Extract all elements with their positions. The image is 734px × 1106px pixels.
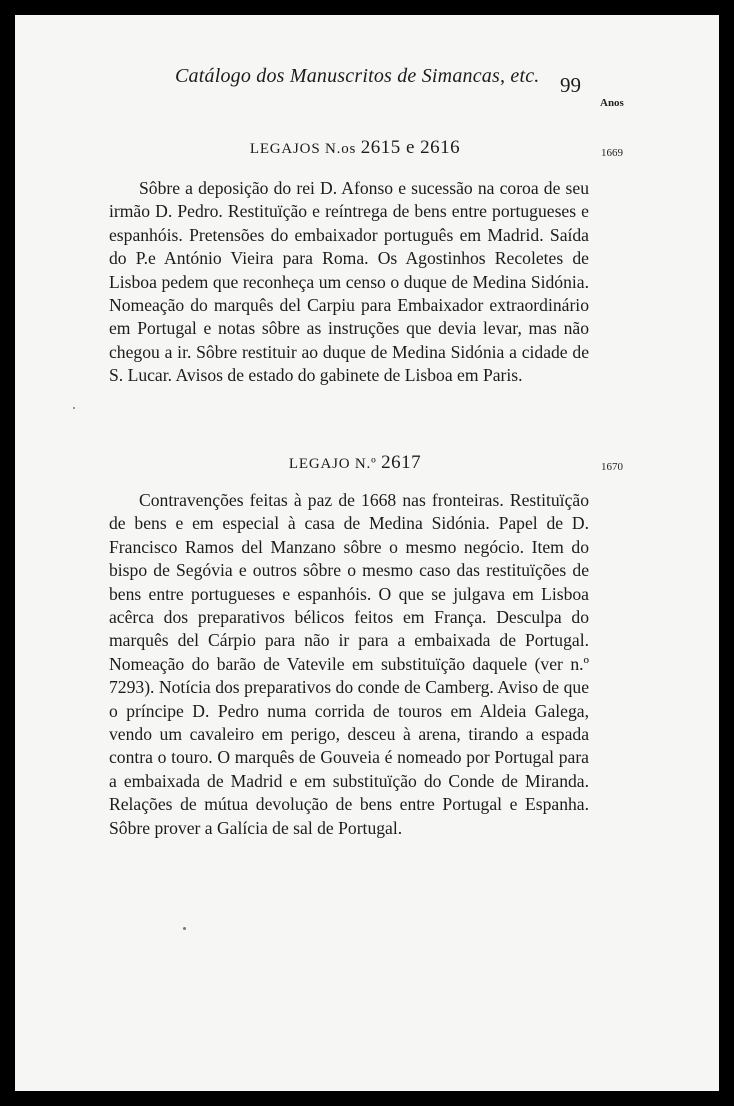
entry-heading-number: 2617 [381, 452, 422, 473]
entry-heading-2 [110, 452, 600, 474]
entry-paragraph-1: Sôbre a deposição do rei D. Afonso e sucessão na coroa de seu irmão D. Pedro. Restituïção e reíntrega de bens entre portugueses e espanhóis. Pretensões do embaixador português em Madrid. Saída do P.e António Vieira para Roma. Os Agostinhos Recoletes de Lisboa pedem que reconheça um censo o duque de Medina Sidónia. Nomeação do marquês del Carpiu para Embaixador extraordinário em Portugal e notas sôbre as instruções que devia levar, mas não chegou a ir. Sôbre restituir ao duque de Medina Sidónia a cidade de S. Lucar. Avisos de estado do gabinete de Lisboa em Paris. [109, 178, 589, 386]
entry-heading-number: 2615 e 2616 [360, 137, 461, 158]
scan-speck [183, 927, 186, 930]
margin-year-1: 1669 [601, 147, 623, 159]
entry-heading-prefix: LEGAJO N.º [288, 456, 377, 472]
margin-year-2: 1670 [601, 461, 623, 473]
entry-heading-prefix: LEGAJOS N.os [249, 141, 357, 157]
margin-label-years: Anos [600, 97, 624, 109]
entry-heading-1 [110, 137, 600, 159]
entry-paragraph-2: Contravenções feitas à paz de 1668 nas fronteiras. Restituïção de bens e em especial à casa de Medina Sidónia. Papel de D. Francisco Ramos del Manzano sôbre o mesmo negócio. Item do bispo de Segóvia e outros sôbre o mesmo caso das restituïções de bens entre portugueses e espanhóis. O que se julgava em Lisboa acêrca dos preparativos bélicos feitos em França. Desculpa do marquês del Cárpio para não ir para a embaixada de Portugal. Nomeação do barão de Vatevile em substituïção daquele (ver n.º 7293). Notícia dos preparativos do conde de Camberg. Aviso de que o príncipe D. Pedro numa corrida de touros em Aldeia Galega, vendo um cavaleiro em perigo, desceu à arena, tirando a espada contra o touro. O marquês de Gouveia é nomeado por Portugal para a embaixada de Madrid e em substituïção do Conde de Miranda. Relações de mútua devolução de bens entre Portugal e Espanha. Sôbre prover a Galícia de sal de Portugal. [109, 490, 589, 838]
document-page [15, 15, 719, 1091]
running-title: Catálogo dos Manuscritos de Simancas, etc. [175, 65, 540, 87]
page-number: 99 [560, 73, 581, 97]
scan-speck [73, 407, 75, 409]
